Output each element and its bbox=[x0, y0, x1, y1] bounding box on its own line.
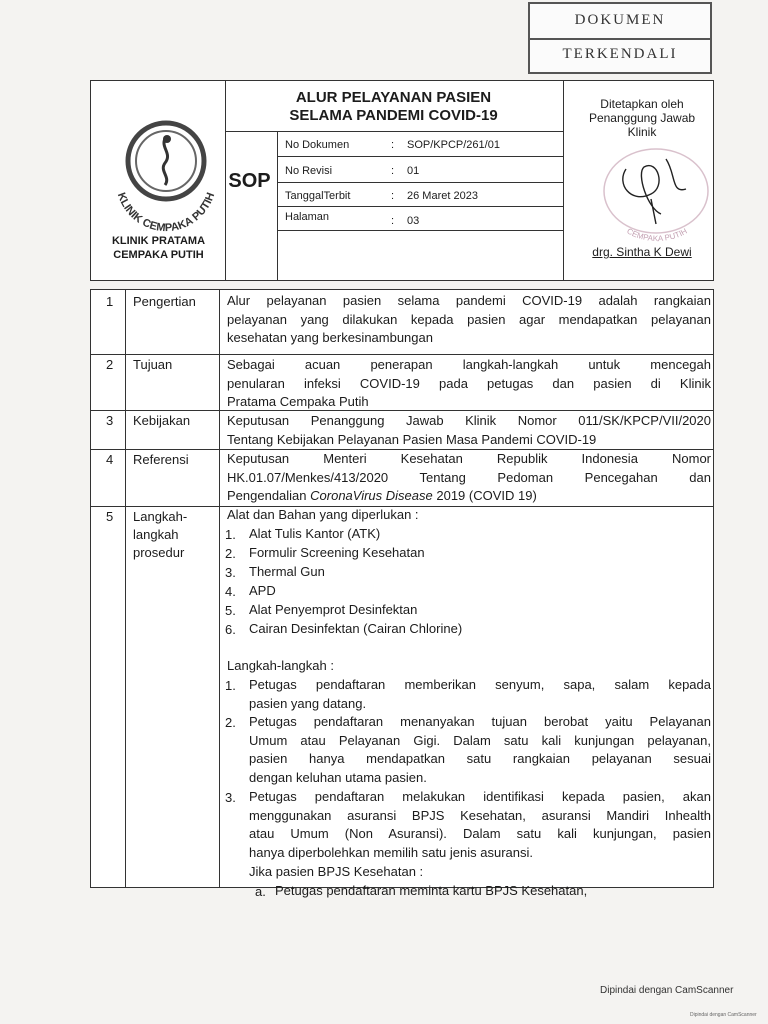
logo-text: KLINIK CEMPAKA PUTIH bbox=[114, 191, 218, 235]
tool-item: Formulir Screening Kesehatan bbox=[249, 545, 425, 560]
row-number-1: 1 bbox=[106, 294, 114, 309]
row-label-kebijakan: Kebijakan bbox=[133, 413, 191, 428]
bpjs-heading: Jika pasien BPJS Kesehatan : bbox=[249, 864, 424, 879]
scanner-watermark: Dipindai dengan CamScanner bbox=[600, 985, 734, 996]
meta-label-issue-date: TanggalTerbit bbox=[285, 190, 351, 202]
row-label-prosedur: Langkah- langkah prosedur bbox=[133, 509, 188, 560]
signer-name: drg. Sintha K Dewi bbox=[592, 245, 692, 259]
meta-value-page: 03 bbox=[407, 215, 420, 227]
steps-heading: Langkah-langkah : bbox=[227, 658, 334, 673]
meta-value-issue-date: 26 Maret 2023 bbox=[407, 190, 478, 202]
clinic-logo bbox=[101, 119, 231, 239]
meta-label-doc-number: No Dokumen bbox=[285, 139, 350, 151]
controlled-document-stamp bbox=[528, 2, 712, 74]
tool-item: APD bbox=[249, 583, 276, 598]
tool-item: Cairan Desinfektan (Cairan Chlorine) bbox=[249, 621, 463, 636]
row-number-2: 2 bbox=[106, 357, 114, 372]
row-label-pengertian: Pengertian bbox=[133, 294, 196, 309]
row-content-tujuan: Sebagai acuan penerapan langkah-langkah untuk mencegah penularan infeksi COVID-19 pada petugas dan pasien di Klinik Pratama Cempaka Putih bbox=[227, 357, 711, 410]
meta-value-doc-number: SOP/KPCP/261/01 bbox=[407, 139, 500, 151]
meta-label-revision: No Revisi bbox=[285, 165, 333, 177]
approval-text: Ditetapkan oleh Penanggung Jawab Klinik bbox=[588, 97, 696, 139]
meta-label-page: Halaman bbox=[285, 211, 330, 223]
stamp-line-1: DOKUMEN bbox=[574, 12, 666, 28]
step-item: Petugas pendaftaran memberikan senyum, sapa, salam kepada pasien yang datang. bbox=[249, 677, 711, 711]
step-item: Petugas pendaftaran menanyakan tujuan berobat yaitu Pelayanan Umum atau Pelayanan Gigi. Dalam satu kali kunjungan pelayanan, pasien hanya mendapatkan satu rangkaian pelayanan sesuai dengan keluhan utama pasien. bbox=[249, 714, 711, 786]
document-title: ALUR PELAYANAN PASIEN SELAMA PANDEMI COVID-19 bbox=[289, 89, 498, 124]
stamp-line-2: TERKENDALI bbox=[562, 46, 678, 62]
step-item: Petugas pendaftaran melakukan identifikasi kepada pasien, akan menggunakan asuransi BPJS Kesehatan, asuransi Mandiri Inhealth atau Umum (Non Asuransi). Dalam satu kali kunjungan, pasien hanya diperbolehkan memilih satu jenis asuransi. bbox=[249, 789, 711, 861]
row-label-referensi: Referensi bbox=[133, 452, 189, 467]
tool-item: Thermal Gun bbox=[249, 564, 325, 579]
row-content-pengertian: Alur pelayanan pasien selama pandemi COVID-19 adalah rangkaian pelayanan yang dilakukan kepada pasien agar mendapatkan pelayanan kesehatan yang berkesinambungan bbox=[227, 293, 711, 346]
sop-label: SOP bbox=[228, 170, 271, 192]
row-number-5: 5 bbox=[106, 509, 114, 524]
row-number-4: 4 bbox=[106, 452, 114, 467]
row-number-3: 3 bbox=[106, 413, 114, 428]
signature-with-seal bbox=[596, 139, 714, 244]
scanner-watermark-small: Dipindai dengan CamScanner bbox=[690, 1012, 757, 1018]
tools-heading: Alat dan Bahan yang diperlukan : bbox=[227, 507, 419, 522]
sub-step-item: Petugas pendaftaran meminta kartu BPJS Kesehatan, bbox=[275, 883, 588, 898]
clinic-name: KLINIK PRATAMA CEMPAKA PUTIH bbox=[111, 235, 206, 261]
sop-header-table: KLINIK CEMPAKA PUTIH KLINIK PRATAMA CEMPAKA PUTIH ALUR PELAYANAN PASIEN SELAMA PANDEMI COVID-19 SOP No Dokumen : SOP/KPCP/261/01 No Revisi : 01 TanggalTerbit : 26 Maret 2023 Halaman : 03 Ditetapkan oleh Penanggung Jawab Klinik CEMPAKA PUTIH drg. Sintha K Dewi bbox=[90, 80, 714, 281]
row-label-tujuan: Tujuan bbox=[133, 357, 173, 372]
row-content-referensi: Keputusan Menteri Kesehatan Republik Indonesia Nomor HK.01.07/Menkes/413/2020 Tentang Pedoman Pencegahan dan Pengendalian CoronaVirus Disease 2019 (COVID 19) bbox=[227, 451, 711, 504]
sop-body-table: 1 Pengertian Alur pelayanan pasien selama pandemi COVID-19 adalah rangkaian pelayanan yang dilakukan kepada pasien agar mendapatkan pelayanan kesehatan yang berkesinambungan 2 Tujuan Sebagai acuan penerapan langkah-langkah untuk mencegah penularan infeksi COVID-19 pada petugas dan pasien di Klinik Pratama Cempaka Putih 3 Kebijakan Keputusan Penanggung Jawab Klinik Nomor 011/SK/KPCP/VII/2020 Tentang Kebijakan Pelayanan Pasien Masa Pandemi COVID-19 4 Referensi Keputusan Menteri Kesehatan Republik Indonesia Nomor HK.01.07/Menkes/413/2020 Tentang Pedoman Pencegahan dan Pengendalian CoronaVirus Disease 2019 (COVID 19) 5 Langkah- langkah prosedur Alat dan Bahan yang diperlukan : 1. Alat Tulis Kantor (ATK) 2. Formulir Screening Kesehatan 3. Thermal Gun 4. APD 5. Alat Penyemprot Desinfektan 6. Cairan Desinfektan (Cairan Chlorine) Langkah-langkah : 1. Petugas pendaftaran memberikan senyum, sapa, salam kepada pasien yang datang. 2. Petugas pendaftaran menanyakan tujuan berobat yaitu Pelayanan Umum atau Pelayanan Gigi. Dalam satu kali kunjungan pelayanan, pasien hanya mendapatkan satu rangkaian pelayanan sesuai dengan keluhan utama pasien. 3. Petugas pendaftaran melakukan identifikasi kepada pasien, akan menggunakan asuransi BPJS Kesehatan, asuransi Mandiri Inhealth atau Umum (Non Asuransi). Dalam satu kali kunjungan, pasien hanya diperbolehkan memilih satu jenis asuransi. Jika pasien BPJS Kesehatan : a. Petugas pendaftaran meminta kartu BPJS Kesehatan, bbox=[90, 289, 714, 888]
tool-item: Alat Penyemprot Desinfektan bbox=[249, 602, 418, 617]
seal-text: CEMPAKA PUTIH bbox=[625, 226, 689, 244]
row-content-kebijakan: Keputusan Penanggung Jawab Klinik Nomor 011/SK/KPCP/VII/2020 Tentang Kebijakan Pelayanan Pasien Masa Pandemi COVID-19 bbox=[227, 413, 711, 447]
tool-item: Alat Tulis Kantor (ATK) bbox=[249, 526, 381, 541]
meta-value-revision: 01 bbox=[407, 165, 420, 177]
